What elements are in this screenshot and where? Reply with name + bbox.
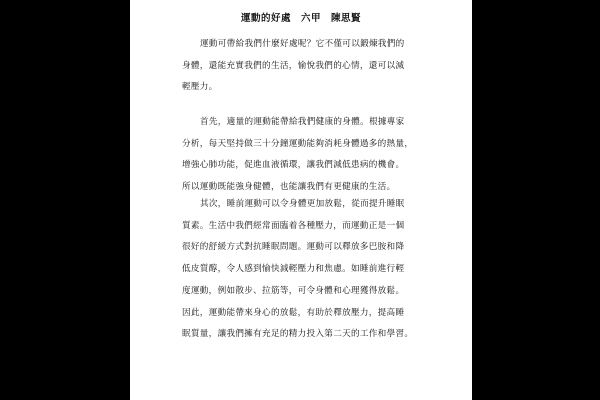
paragraph-line: 所以運動既能強身健體，也能讓我們有更健康的生活。 [182, 182, 396, 193]
paragraph-line: 眠質量，讓我們擁有充足的精力投入第二天的工作和學習。 [182, 329, 414, 340]
paragraph-line: 首先，適量的運動能帶給我們健康的身體。根據專家 [200, 117, 405, 127]
document-page [130, 0, 472, 400]
paragraph-line: 質素。生活中我們經常面臨着各種壓力，而運動正是一個 [182, 220, 405, 231]
paragraph-health [182, 112, 432, 199]
paragraph-line: 因此，運動能帶來身心的放鬆，有助於釋放壓力，提高睡 [182, 307, 405, 318]
paragraph-line: 身體，還能充實我們的生活，愉悅我們的心情，還可以減 [182, 60, 405, 71]
paragraph-line: 增強心肺功能，促進血液循環，讓我們減低患病的機會。 [182, 160, 405, 171]
paragraph-line: 分析，每天堅持做三十分鐘運動能夠消耗身體過多的熱量， [182, 138, 414, 149]
essay-title: 運動的好處 六甲 陳思賢 [240, 13, 361, 24]
paragraph-line: 輕壓力。 [182, 82, 218, 93]
paragraph-line: 很好的舒緩方式對抗睡眠問題。運動可以釋放多巴胺和降 [182, 242, 405, 253]
paragraph-line: 低皮質醇，令人感到愉快減輕壓力和焦慮。如睡前進行輕 [182, 264, 405, 275]
paragraph-intro [182, 34, 432, 99]
paragraph-line: 運動可帶給我們什麼好處呢？它不僅可以鍛煉我們的 [200, 39, 405, 49]
paragraph-sleep [182, 194, 432, 346]
paragraph-line: 其次，睡前運動可以令身體更加放鬆，從而提升睡眠 [200, 199, 405, 209]
paragraph-line: 度運動，例如散步、拉筋等，可令身體和心理獲得放鬆。 [182, 285, 405, 296]
